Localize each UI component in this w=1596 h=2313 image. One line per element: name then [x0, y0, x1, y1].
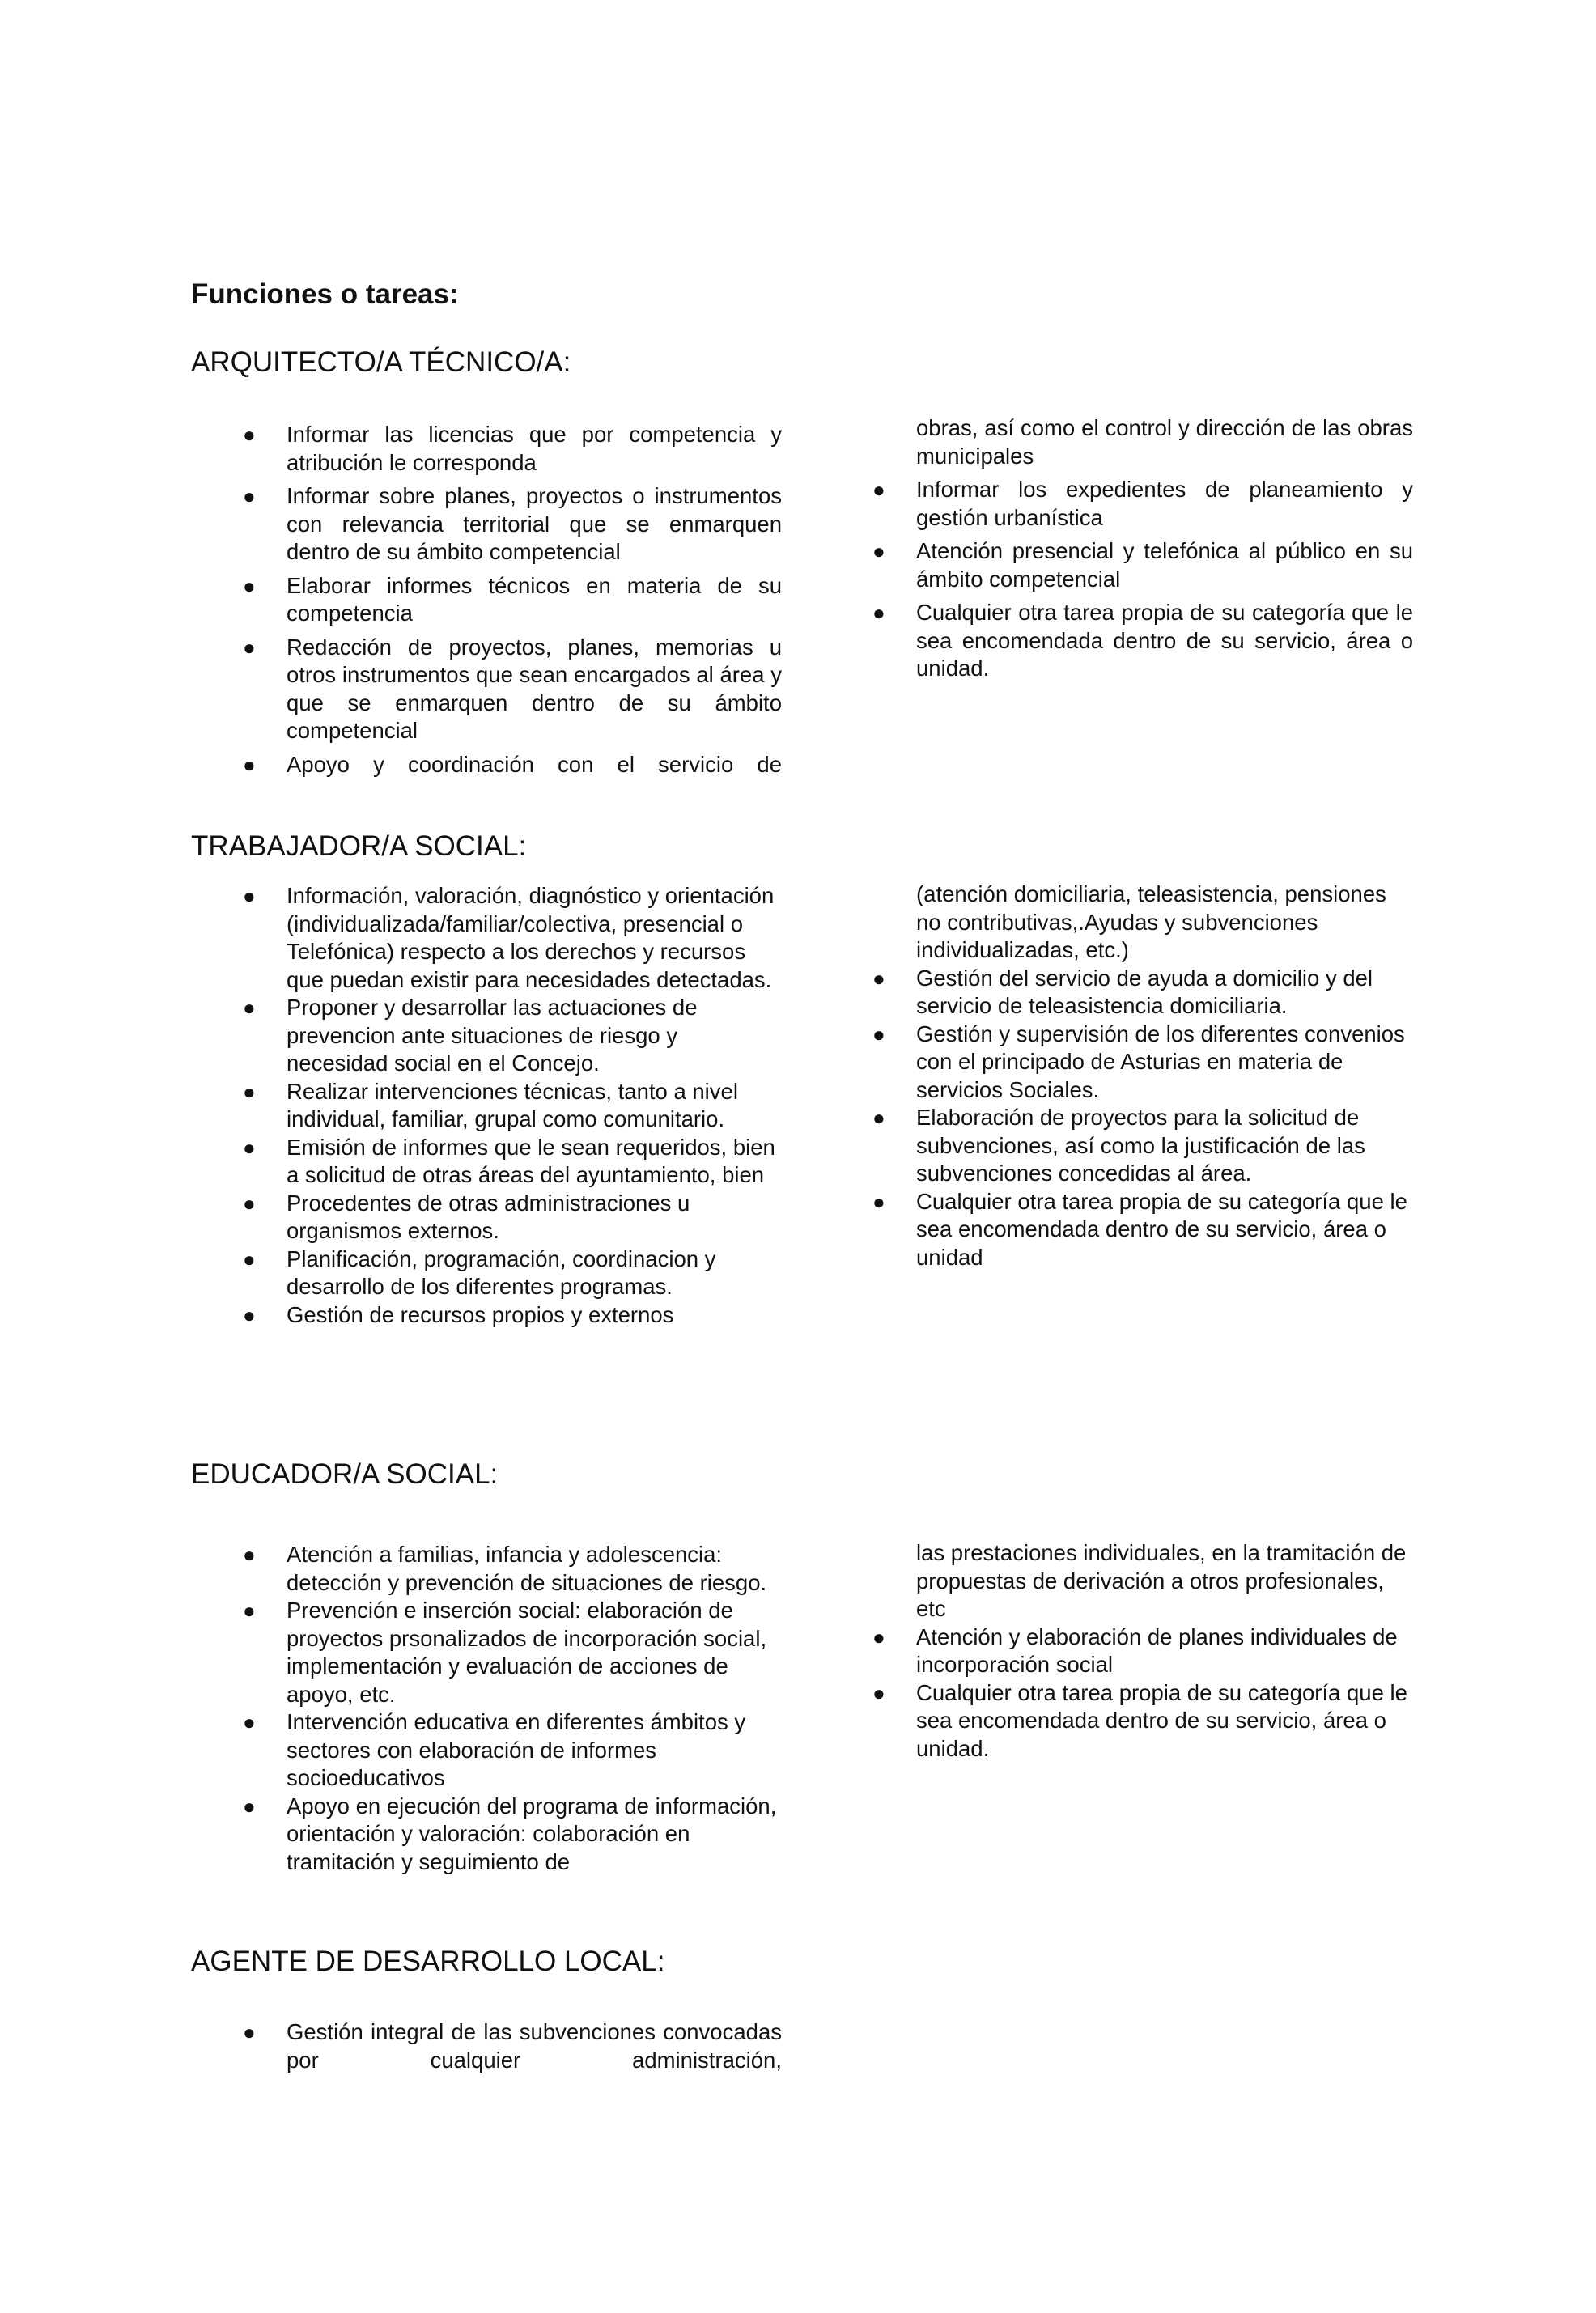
- bullet-icon: ●: [243, 422, 256, 447]
- list-item: ● Elaborar informes técnicos en materia de su competencia: [243, 572, 782, 626]
- page-title: Funciones o tareas:: [191, 278, 459, 310]
- trabajador-right-column: [821, 881, 1413, 1271]
- heading-trabajador: TRABAJADOR/A SOCIAL:: [191, 830, 527, 862]
- list-item: ● Procedentes de otras administraciones u organismos externos.: [243, 1190, 690, 1243]
- bullet-icon: ●: [872, 539, 885, 563]
- arquitecto-left-list: [191, 421, 782, 779]
- list-item: ● Información, valoración, diagnóstico y orientación (individualizada/familiar/colectiva, presencial o Telefónica) respecto a los derechos y recursos que puedan existir para necesidades detectadas.: [243, 883, 775, 992]
- bullet-icon: ●: [243, 573, 256, 598]
- bullet-icon: ●: [243, 1543, 256, 1567]
- bullet-icon: ●: [243, 634, 256, 660]
- educador-right-list: [821, 1623, 1413, 1763]
- heading-arquitecto: ARQUITECTO/A TÉCNICO/A:: [191, 346, 571, 378]
- bullet-icon: ●: [243, 1793, 256, 1819]
- arquitecto-right-column: [821, 414, 1413, 689]
- list-item: ● Cualquier otra tarea propia de su categoría que le sea encomendada dentro de su servicio, área o unidad.: [872, 600, 1413, 681]
- bullet-icon: ●: [243, 2020, 256, 2044]
- arquitecto-left-column: [191, 421, 782, 784]
- educador-left-list: [191, 1541, 782, 1876]
- list-item: ● Cualquier otra tarea propia de su categoría que le sea encomendada dentro de su servicio, área o unidad: [872, 1188, 1407, 1270]
- bullet-icon: ●: [243, 1079, 256, 1104]
- bullet-icon: ●: [243, 1246, 256, 1271]
- trabajador-left-list: [191, 882, 782, 1329]
- list-item: ● Apoyo y coordinación con el servicio de: [191, 751, 782, 779]
- list-item: ● Redacción de proyectos, planes, memorias u otros instrumentos que sean encargados al área y que se enmarquen dentro de su ámbito competencial: [243, 634, 782, 743]
- educador-right-column: [821, 1539, 1413, 1763]
- list-item: ● Atención presencial y telefónica al público en su ámbito competencial: [872, 538, 1413, 592]
- bullet-icon: ●: [872, 601, 885, 625]
- list-item: ● Intervención educativa en diferentes ámbitos y sectores con elaboración de informes socioeducativos: [243, 1709, 746, 1790]
- list-item: ● Planificación, programación, coordinacion y desarrollo de los diferentes programas.: [243, 1246, 716, 1299]
- bullet-icon: ●: [872, 966, 885, 991]
- list-item: ● Informar los expedientes de planeamiento y gestión urbanística: [872, 477, 1413, 530]
- list-item: ● Cualquier otra tarea propia de su categoría que le sea encomendada dentro de su servicio, área o unidad.: [872, 1679, 1407, 1761]
- list-item: ● Proponer y desarrollar las actuaciones de prevencion ante situaciones de riesgo y necesidad social en el Concejo.: [243, 995, 698, 1076]
- list-item: ● Informar las licencias que por competencia y atribución le corresponda: [243, 422, 782, 475]
- bullet-icon: ●: [243, 1190, 256, 1216]
- heading-agente: AGENTE DE DESARROLLO LOCAL:: [191, 1946, 665, 1977]
- bullet-icon: ●: [243, 884, 256, 908]
- list-item: ● Informar sobre planes, proyectos o instrumentos con relevancia territorial que se enmarquen dentro de su ámbito competencial: [243, 483, 782, 564]
- bullet-icon: ●: [872, 1189, 885, 1214]
- bullet-icon: ●: [872, 1624, 885, 1649]
- bullet-icon: ●: [872, 1680, 885, 1705]
- bullet-icon: ●: [872, 1021, 885, 1046]
- list-item: ● Prevención e inserción social: elaboración de proyectos prsonalizados de incorporación social, implementación y evaluación de acciones de apoyo, etc.: [243, 1598, 767, 1707]
- bullet-icon: ●: [243, 1302, 256, 1327]
- list-item: ● Gestión integral de las subvenciones convocadas por cualquier administración,: [243, 2019, 782, 2073]
- bullet-icon: ●: [243, 995, 256, 1020]
- list-item: ● Emisión de informes que le sean requeridos, bien a solicitud de otras áreas del ayuntamiento, bien: [243, 1134, 775, 1187]
- agente-left-column: [191, 2018, 782, 2074]
- educador-left-column: [191, 1541, 782, 1876]
- trabajador-continuation: (atención domiciliaria, teleasistencia, pensiones no contributivas,.Ayudas y subvenciones individualizadas, etc.): [916, 881, 1386, 962]
- list-item: ● Gestión y supervisión de los diferentes convenios con el principado de Asturias en materia de servicios Sociales.: [872, 1021, 1405, 1102]
- bullet-icon: ●: [243, 752, 256, 777]
- list-item: ● Atención y elaboración de planes individuales de incorporación social: [872, 1623, 1398, 1677]
- bullet-icon: ●: [243, 1598, 256, 1623]
- educador-continuation: las prestaciones individuales, en la tramitación de propuestas de derivación a otros profesionales, etc: [916, 1540, 1407, 1621]
- bullet-icon: ●: [872, 477, 885, 502]
- list-item: ● Gestión del servicio de ayuda a domicilio y del servicio de teleasistencia domiciliaria.: [872, 965, 1373, 1018]
- bullet-icon: ●: [243, 1710, 256, 1734]
- list-item: ● Elaboración de proyectos para la solicitud de subvenciones, así como la justificación de las subvenciones concedidas al área.: [872, 1105, 1365, 1186]
- arquitecto-continuation: obras, así como el control y dirección de las obras municipales: [916, 415, 1413, 469]
- list-item: ● Atención a familias, infancia y adolescencia: detección y prevención de situaciones de riesgo.: [243, 1542, 767, 1595]
- bullet-icon: ●: [243, 484, 256, 508]
- list-item: ● Realizar intervenciones técnicas, tanto a nivel individual, familiar, grupal como comunitario.: [243, 1078, 738, 1131]
- agente-left-list: [191, 2018, 782, 2074]
- bullet-icon: ●: [243, 1135, 256, 1160]
- list-item: ● Apoyo en ejecución del programa de información, orientación y valoración: colaboración en tramitación y seguimiento de: [243, 1793, 777, 1874]
- trabajador-right-list: [821, 965, 1413, 1272]
- bullet-icon: ●: [872, 1106, 885, 1130]
- list-item: ● Gestión de recursos propios y externos: [191, 1301, 782, 1330]
- heading-educador: EDUCADOR/A SOCIAL:: [191, 1458, 499, 1490]
- trabajador-left-column: [191, 882, 782, 1329]
- arquitecto-right-list: [821, 476, 1413, 683]
